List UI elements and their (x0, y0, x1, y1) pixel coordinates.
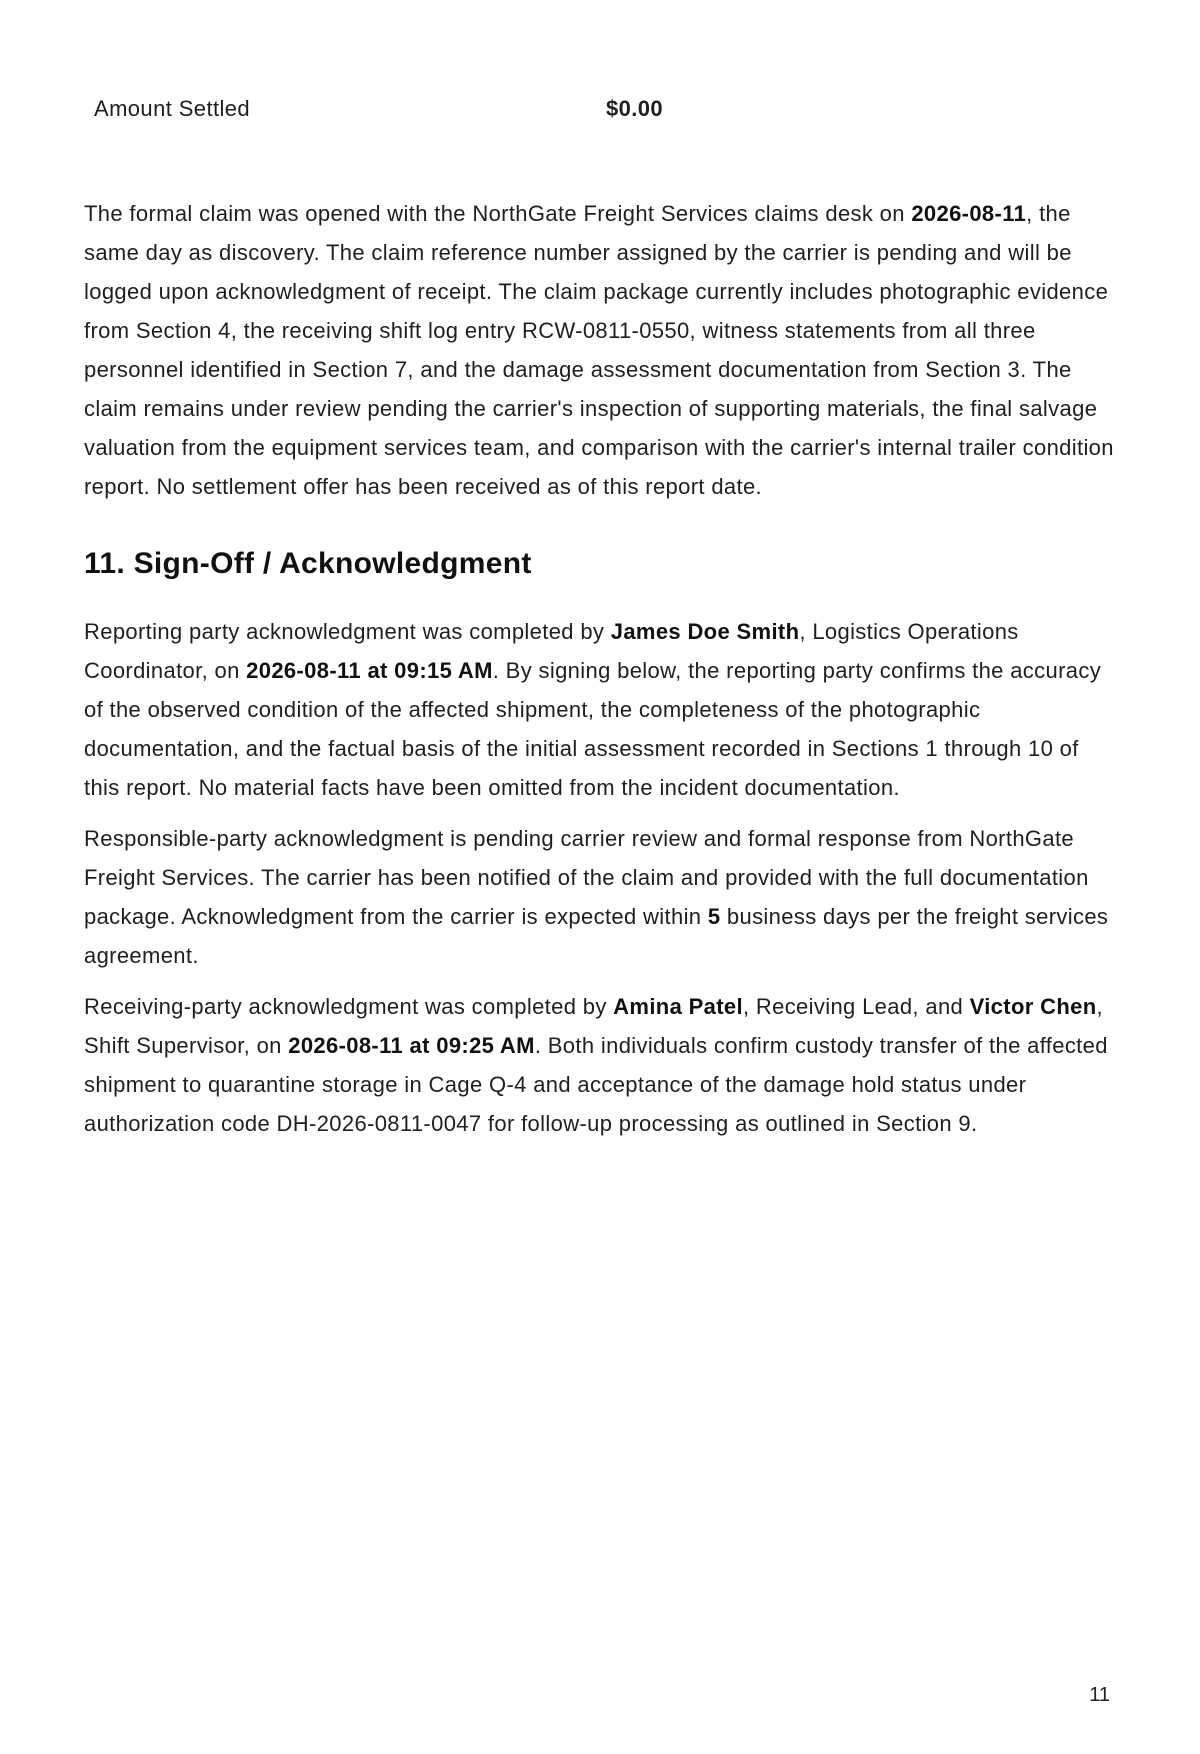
receiving-party-paragraph: Receiving-party acknowledgment was completed by Amina Patel, Receiving Lead, and Victor Chen, Shift Supervisor, on 2026-08-11 at 09:25 AM. Both individuals confirm custody transfer of the affected shipment to quarantine storage in Cage Q-4 and acceptance of the damage hold status under authorization code DH-2026-0811-0047 for follow-up processing as outlined in Section 9. (84, 994, 1108, 1136)
section-heading-sign-off: 11. Sign-Off / Acknowledgment (84, 547, 532, 580)
claim-status-paragraph: The formal claim was opened with the NorthGate Freight Services claims desk on 2026-08-11, the same day as discovery. The claim reference number assigned by the carrier is pending and will be logged upon acknowledgment of receipt. The claim package currently includes photographic evidence from Section 4, the receiving shift log entry RCW-0811-0550, witness statements from all three personnel identified in Section 7, and the damage assessment documentation from Section 3. The claim remains under review pending the carrier's inspection of supporting materials, the final salvage valuation from the equipment services team, and comparison with the carrier's internal trailer condition report. No settlement offer has been received as of this report date. (84, 201, 1114, 499)
amount-settled-label: Amount Settled (94, 96, 251, 121)
amount-settled-value: $0.00 (606, 96, 664, 121)
reporting-party-paragraph: Reporting party acknowledgment was completed by James Doe Smith, Logistics Operations Coordinator, on 2026-08-11 at 09:15 AM. By signing below, the reporting party confirms the accuracy of the observed condition of the affected shipment, the completeness of the photographic documentation, and the factual basis of the initial assessment recorded in Sections 1 through 10 of this report. No material facts have been omitted from the incident documentation. (84, 619, 1102, 800)
amount-settled-row (94, 96, 794, 128)
responsible-party-paragraph: Responsible-party acknowledgment is pending carrier review and formal response from NorthGate Freight Services. The carrier has been notified of the claim and provided with the full documentation package. Acknowledgment from the carrier is expected within 5 business days per the freight services agreement. (84, 826, 1109, 968)
page-number: 11 (1089, 1684, 1110, 1706)
document-body (84, 194, 1114, 1143)
